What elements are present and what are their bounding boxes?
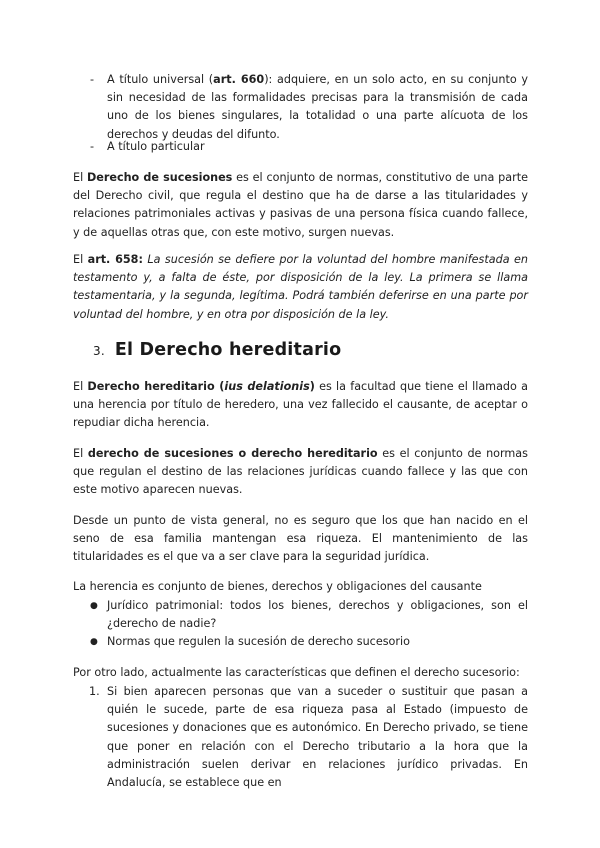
item-text: A título particular bbox=[107, 140, 205, 153]
quoted-article: La sucesión se defiere por la voluntad del hombre manifestada en testamento y, a falta de éste, por disposición de la ley. La primera se llama testamentaria, y la segunda, legítima. Podrá también deferirse en una parte por voluntad del hombre, y en otra por disposición de la ley. bbox=[73, 253, 529, 321]
paragraph-derecho-hereditario bbox=[73, 378, 528, 433]
latin-term: ius delationis bbox=[224, 380, 310, 393]
dash-marker: - bbox=[90, 140, 95, 153]
bullet-item-normas bbox=[90, 633, 528, 651]
list-item-titulo-universal bbox=[90, 71, 528, 144]
paragraph-derecho-sucesiones bbox=[73, 169, 528, 242]
paragraph-punto-de-vista bbox=[73, 512, 528, 567]
text-run: El bbox=[73, 171, 87, 184]
text-run: El bbox=[73, 447, 88, 460]
bullet-marker: ● bbox=[90, 601, 98, 611]
paragraph-caracteristicas bbox=[73, 664, 528, 682]
item-text-post: ): adquiere, en un solo acto, en su conjunto y sin necesidad de las formalidades precisas para la transmisión de cada uno de los bienes singulares, la totalidad o una parte alícuota de los derechos y deudas del difunto. bbox=[107, 73, 528, 141]
text-run: El bbox=[73, 380, 88, 393]
text-run: es el conjunto de normas, constitutivo de una parte del Derecho civil, que regula el destino que ha de darse a las titularidades y relaciones patrimoniales activas y pasivas de una persona física cuando fallece, y de aquellas otras que, con este motivo, surgen nuevas. bbox=[73, 171, 528, 239]
bullet-item-juridico-patrimonial bbox=[90, 597, 528, 633]
paragraph-derecho-sucesiones-hereditario bbox=[73, 445, 528, 500]
text-run: Por otro lado, actualmente las características que definen el derecho sucesorio: bbox=[73, 666, 520, 679]
text-run: es la facultad que tiene el llamado a una herencia por título de heredero, una vez fallecido el causante, de aceptar o repudiar dicha herencia. bbox=[73, 380, 528, 430]
bullet-text: Jurídico patrimonial: todos los bienes, derechos y obligaciones, son el ¿derecho de nadie? bbox=[107, 599, 528, 631]
bold-term: Derecho de sucesiones bbox=[86, 171, 233, 184]
bold-term: derecho de sucesiones o derecho hereditario bbox=[87, 447, 378, 460]
dash-marker: - bbox=[90, 73, 95, 86]
heading-number: 3. bbox=[93, 344, 105, 358]
bullet-text: Normas que regulen la sucesión de derecho sucesorio bbox=[107, 635, 410, 648]
text-run: La herencia es conjunto de bienes, derechos y obligaciones del causante bbox=[73, 580, 482, 593]
number-marker: 1. bbox=[89, 685, 100, 698]
section-heading bbox=[93, 340, 341, 360]
numbered-item-1 bbox=[89, 683, 528, 792]
bold-term-close: ) bbox=[309, 380, 315, 393]
heading-title: El Derecho hereditario bbox=[114, 340, 342, 360]
bold-term: Derecho hereditario ( bbox=[87, 380, 225, 393]
text-run: es el conjunto de normas que regulan el destino de las relaciones jurídicas cuando fallece y las que con este motivo aparecen nuevas. bbox=[73, 447, 528, 497]
text-run: El bbox=[73, 253, 88, 266]
numbered-text: Si bien aparecen personas que van a suceder o sustituir que pasan a quién le sucede, parte de esa riqueza pasa al Estado (impuesto de sucesiones y donaciones que es autonómico. En Derecho privado, se tiene que poner en relación con el Derecho tributario a la hora que la administración suelen derivar en relaciones jurídico privadas. En Andalucía, se establece que en bbox=[107, 685, 528, 790]
paragraph-herencia bbox=[73, 578, 528, 596]
bullet-marker: ● bbox=[90, 637, 98, 647]
article-ref: art. 658: bbox=[87, 253, 143, 266]
article-ref: art. 660 bbox=[213, 73, 265, 86]
paragraph-art-658 bbox=[73, 251, 528, 324]
list-item-titulo-particular bbox=[90, 138, 528, 156]
text-run: Desde un punto de vista general, no es seguro que los que han nacido en el seno de esa familia mantengan esa riqueza. El mantenimiento de las titularidades es el que va a ser clave para la seguridad jurídica. bbox=[73, 514, 528, 564]
item-text-pre: A título universal ( bbox=[107, 73, 214, 86]
